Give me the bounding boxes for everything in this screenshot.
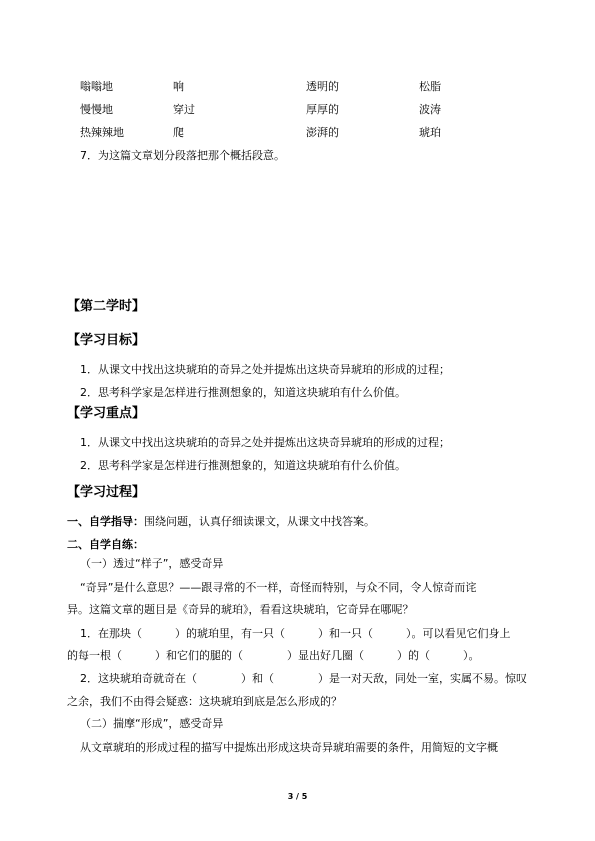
word-cell: 热辣辣地 [80,126,124,139]
question-1: 1．在那块（ ）的琥珀里，有一只（ ）和一只（ ）。可以看见它们身上 [80,627,511,640]
objective-item: 2．思考科学家是怎样进行推测想象的，知道这块琥珀有什么价值。 [80,386,406,399]
section-1-paragraph: 异。这篇文章的题目是《奇异的琥珀》，看看这块琥珀，它奇异在哪呢？ [67,603,414,616]
section-2-title: （二）揣摩“形成”，感受奇异 [80,717,224,730]
self-guide [67,514,375,530]
self-guide-text: 围绕问题，认真仔细读课文，从课文中找答案。 [144,515,375,528]
question-7: 7．为这篇文章划分段落把那个概括段意。 [80,149,285,162]
word-cell: 嗡嗡地 [80,80,113,93]
key-point-item: 2．思考科学家是怎样进行推测想象的，知道这块琥珀有什么价值。 [80,459,406,472]
word-cell: 穿过 [173,103,195,116]
objective-item: 1．从课文中找出这块琥珀的奇异之处并提炼出这块奇异琥珀的形成的过程； [80,363,450,376]
section-1-title: （一）透过“样子”，感受奇异 [80,557,224,570]
word-cell: 厚厚的 [306,103,339,116]
word-cell: 爬 [173,126,184,139]
page-number: 3 / 5 [287,792,308,801]
word-cell: 松脂 [419,80,441,93]
self-guide-label: 一、自学指导： [67,515,144,528]
question-2: 2．这块琥珀奇就奇在（ ）和（ ）是一对天敌，同处一室，实属不易。惊叹 [80,672,527,685]
key-point-item: 1．从课文中找出这块琥珀的奇异之处并提炼出这块奇异琥珀的形成的过程； [80,436,450,449]
self-practice-label: 二、自学自练： [67,538,144,551]
process-heading: 【学习过程】 [67,485,146,500]
section-1-paragraph: “奇异”是什么意思？——跟寻常的不一样，奇怪而特别，与众不同，令人惊奇而诧 [80,581,477,594]
word-cell: 透明的 [306,80,339,93]
word-cell: 琥珀 [419,126,441,139]
word-cell: 波涛 [419,103,441,116]
word-cell: 响 [173,80,184,93]
key-points-heading: 【学习重点】 [67,406,146,421]
word-cell: 澎湃的 [306,126,339,139]
word-cell: 慢慢地 [80,103,113,116]
objectives-heading: 【学习目标】 [67,333,146,348]
section-2-paragraph: 从文章琥珀的形成过程的描写中提炼出形成这块奇异琥珀需要的条件，用简短的文字概 [80,741,498,754]
question-1: 的每一根（ ）和它们的腿的（ ）显出好几圈（ ）的（ ）。 [67,649,480,662]
question-2: 之余，我们不由得会疑惑：这块琥珀到底是怎么形成的？ [67,695,342,708]
session-heading: 【第二学时】 [67,299,146,314]
